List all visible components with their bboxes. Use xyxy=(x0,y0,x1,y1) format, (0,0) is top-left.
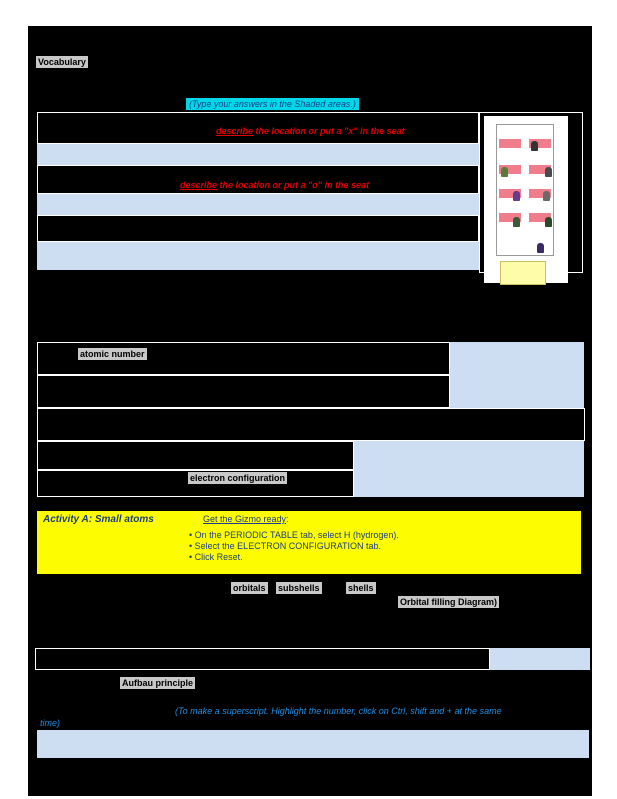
student-icon xyxy=(543,191,550,201)
answer-field-final[interactable] xyxy=(37,730,589,758)
answer-aufbau[interactable] xyxy=(490,648,590,670)
activity-step: • Select the ELECTRON CONFIGURATION tab. xyxy=(189,541,382,551)
term-row-3 xyxy=(37,408,585,441)
student-icon xyxy=(513,191,520,201)
subshells-term: subshells xyxy=(278,583,320,593)
seat[interactable] xyxy=(499,139,521,148)
electron-configuration-term: electron configuration xyxy=(190,473,286,483)
activity-step: • On the PERIODIC TABLE tab, select H (hydrogen). xyxy=(189,530,399,540)
vocab-row-3 xyxy=(37,215,479,242)
answer-term-2[interactable] xyxy=(450,375,584,408)
activity-steps xyxy=(189,530,399,563)
worksheet-page xyxy=(28,26,592,796)
activity-step: • Click Reset. xyxy=(189,552,243,562)
aufbau-row xyxy=(35,648,490,670)
term-row-2 xyxy=(37,375,450,408)
aufbau-principle-term: Aufbau principle xyxy=(122,678,194,688)
seat-prompt-o: describe the location or put a "o" in the seat xyxy=(180,180,370,190)
term-row-4 xyxy=(37,441,354,470)
superscript-instruction-cont: time) xyxy=(40,718,60,728)
seat-legend-box xyxy=(500,261,546,285)
answer-term-4[interactable] xyxy=(354,441,584,470)
answer-field-2[interactable] xyxy=(37,194,479,215)
get-gizmo-ready: Get the Gizmo ready: xyxy=(203,514,289,524)
student-icon xyxy=(545,217,552,227)
vocabulary-heading: Vocabulary xyxy=(38,57,86,67)
student-icon xyxy=(513,217,520,227)
student-icon xyxy=(501,167,508,177)
atomic-number-term: atomic number xyxy=(80,349,145,359)
seat-prompt-x: describe the location or put a "x" in the seat xyxy=(216,126,405,136)
shells-term: shells xyxy=(348,583,374,593)
student-icon xyxy=(545,167,552,177)
student-icon xyxy=(531,141,538,151)
seating-grid xyxy=(496,124,554,256)
answer-electron-configuration[interactable] xyxy=(354,470,584,497)
answer-atomic-number[interactable] xyxy=(450,342,584,375)
shaded-areas-instruction: (Type your answers in the Shaded areas.) xyxy=(186,98,359,110)
activity-a-box xyxy=(37,511,581,574)
teacher-icon xyxy=(537,243,544,253)
seat-diagram xyxy=(484,116,568,283)
activity-a-title: Activity A: Small atoms xyxy=(43,514,154,525)
answer-field-1[interactable] xyxy=(37,144,479,165)
superscript-instruction: (To make a superscript. Highlight the number, click on Ctrl, shift and + at the same xyxy=(175,706,502,716)
answer-field-3[interactable] xyxy=(37,242,479,270)
orbital-filling-diagram-term: Orbital filling Diagram) xyxy=(400,597,498,607)
orbitals-term: orbitals xyxy=(233,583,266,593)
